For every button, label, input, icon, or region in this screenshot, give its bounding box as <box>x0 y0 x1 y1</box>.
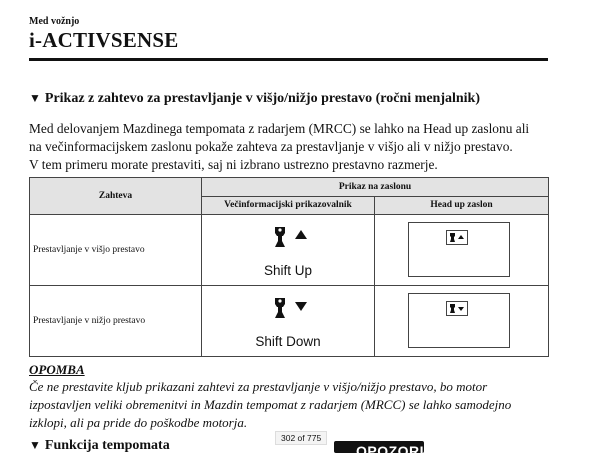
chapter-kicker: Med vožnjo <box>29 16 80 27</box>
triangle-marker-icon: ▼ <box>29 438 41 452</box>
intro-line: na večinformacijskem zaslonu pokaže zahteva za prestavljanje v višjo ali v nižjo prestavo. <box>29 139 513 154</box>
shift-down-gear-icon <box>273 296 307 322</box>
page-counter: 302 of 775 <box>275 431 327 445</box>
note-line: izpostavljen veliki obremenitvi in Mazdin tempomat z radarjem (MRCC) se lahko samodejno <box>29 397 512 412</box>
section-heading-text: Prikaz z zahtevo za prestavljanje v višjo/nižjo prestavo (ročni menjalnik) <box>44 91 480 106</box>
hud-shift-up-icon <box>449 232 465 243</box>
note-line: izklopi, ali pa pride do poškodbe motorja. <box>29 415 248 430</box>
head-up-cell <box>375 215 549 286</box>
multi-info-cell <box>202 286 375 357</box>
next-section-heading <box>29 438 170 454</box>
triangle-marker-icon: ▼ <box>29 91 41 105</box>
head-up-screen <box>408 293 510 348</box>
page-title: i-ACTIVSENSE <box>29 28 179 52</box>
note-paragraph <box>29 378 554 432</box>
hud-shift-badge <box>446 301 468 316</box>
head-up-cell <box>375 286 549 357</box>
header-head-up-display: Head up zaslon <box>375 196 549 215</box>
shift-up-gear-icon <box>273 225 307 251</box>
next-section-heading-text: Funkcija tempomata <box>44 438 170 453</box>
header-multi-info-display: Večinformacijski prikazovalnik <box>202 196 375 215</box>
multi-info-cell <box>202 215 375 286</box>
intro-line: V tem primeru morate prestaviti, saj ni izbrano ustrezno prestavno razmerje. <box>29 157 438 172</box>
head-up-screen <box>408 222 510 277</box>
request-label: Prestavljanje v višjo prestavo <box>30 215 202 286</box>
note-title: OPOMBA <box>29 362 85 377</box>
intro-paragraph <box>29 120 551 174</box>
note-line: Če ne prestavite kljub prikazani zahtevi za prestavljanje v višjo/nižjo prestavo, bo motor <box>29 379 488 394</box>
intro-line: Med delovanjem Mazdinega tempomata z radarjem (MRCC) se lahko na Head up zaslonu ali <box>29 121 530 136</box>
shift-request-table <box>29 177 549 357</box>
hud-shift-badge <box>446 230 468 245</box>
table-row-shift-down <box>30 286 549 357</box>
hud-shift-down-icon <box>449 303 465 314</box>
request-label: Prestavljanje v nižjo prestavo <box>30 286 202 357</box>
shift-down-text: Shift Down <box>255 334 321 349</box>
section-heading <box>29 91 480 107</box>
header-display-group: Prikaz na zaslonu <box>202 178 549 197</box>
title-divider <box>29 58 548 61</box>
warning-banner <box>334 441 445 459</box>
table-row-shift-up <box>30 215 549 286</box>
warning-label: OPOZORILO <box>356 443 445 459</box>
header-request: Zahteva <box>30 178 202 215</box>
shift-up-text: Shift Up <box>263 263 313 278</box>
